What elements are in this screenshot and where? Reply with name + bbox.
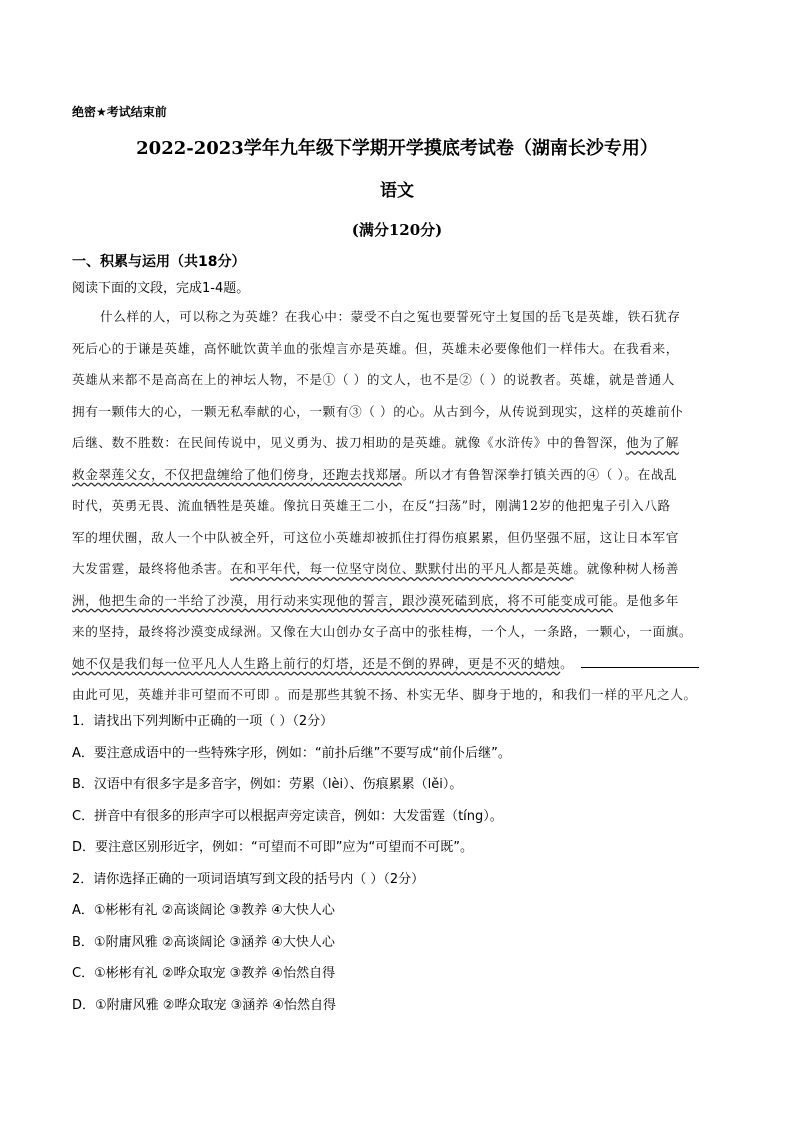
question-2-option-b: B．①附庸风雅 ②高谈阔论 ③涵养 ④大快人心 [72, 934, 335, 950]
passage-line: 军的埋伏圈，敌人一个中队被全歼，可这位小英雄却被抓住打得伤痕累累，但仍坚强不屈，这让日本军官 [72, 529, 679, 545]
passage-line: 大发雷霆，最终将他杀害。在和平年代，每一位坚守岗位、默默付出的平凡人都是英雄。就像种树人杨善 [72, 561, 679, 576]
question-2-option-c: C．①彬彬有礼 ②哗众取宠 ③教养 ④怡然自得 [72, 966, 336, 981]
passage-line: 后继、数不胜数：在民间传说中，见义勇为、拔刀相助的是英雄。就像《水浒传》中的鲁智深，他为了解 [72, 435, 679, 450]
subject-title: 语文 [380, 181, 414, 201]
question-1-stem: 1．请找出下列判断中正确的一项（ ）（2分） [72, 714, 334, 729]
reading-instruction: 阅读下面的文段，完成1-4题。 [72, 281, 250, 296]
passage-line: 洲，他把生命的一半给了沙漠，用行动来实现他的誓言，跟沙漠死磕到底，将不可能变成可能。是他多年 [72, 592, 679, 608]
answer-blank[interactable] [581, 653, 699, 668]
underlined-sentence: 在和平年代，每一位坚守岗位、默默付出的平凡人都是英雄 [230, 561, 574, 576]
passage-line: 由此可见，英雄并非可望而不可即 。而是那些其貌不扬、朴实无华、脚身于地的，和我们一样的平凡之人。 [72, 687, 697, 702]
passage-line: 时代，英勇无畏、流血牺牲是英雄。像抗日英雄王二小，在反“扫荡”时，刚满12岁的他把鬼子引入八路 [72, 498, 671, 513]
question-2-stem: 2．请你选择正确的一项词语填写到文段的括号内（ ）（2分） [72, 871, 425, 887]
passage-line: 什么样的人，可以称之为英雄？在我心中：蒙受不白之冤也要誓死守土复国的岳飞是英雄，铁石犹存 [100, 309, 681, 324]
passage-line: 死后心的于谦是英雄，高怀眦饮黄羊血的张煌言亦是英雄。但，英雄未必要像他们一样伟大。在我看来， [72, 340, 679, 356]
underlined-sentence: 他为了解 [626, 435, 679, 450]
reading-passage [72, 305, 724, 715]
question-1-option-b: B．汉语中有很多字是多音字，例如：劳累（lèi）、伤痕累累（lěi）。 [72, 777, 463, 792]
underlined-sentence: 洲，他把生命的一半给了沙漠，用行动来实现他的誓言，跟沙漠死磕到底，将不可能变成可能 [72, 592, 613, 608]
underlined-sentence: 她不仅是我们每一位平凡人人生路上前行的灯塔，还是不倒的界碑，更是不灭的蜡烛 [72, 655, 561, 671]
passage-line: 她不仅是我们每一位平凡人人生路上前行的灯塔，还是不倒的界碑，更是不灭的蜡烛。 [72, 652, 724, 684]
question-2-option-a: A．①彬彬有礼 ②高谈阔论 ③教养 ④大快人心 [72, 903, 335, 918]
question-list [72, 710, 724, 1025]
page-title: 2022-2023学年九年级下学期开学摸底考试卷（湖南长沙专用） [136, 138, 658, 159]
passage-line: 英雄从来都不是高高在上的神坛人物，不是①（ ）的文人，也不是②（ ）的说教者。英雄，就是普通人 [72, 372, 675, 387]
question-2-option-d: D．①附庸风雅 ②哗众取宠 ③涵养 ④怡然自得 [72, 997, 337, 1013]
section-heading: 一、积累与运用（共18分） [72, 254, 246, 270]
passage-line: 来的坚持，最终将沙漠变成绿洲。又像在大山创办女子高中的张桂梅，一个人，一条路，一颗心，一面旗。 [72, 624, 693, 639]
passage-line: 拥有一颗伟大的心，一颗无私奉献的心，一颗有③（ ）的心。从古到今，从传说到现实，这样的英雄前仆 [72, 403, 684, 419]
question-1-option-a: A．要注意成语中的一些特殊字形，例如：“前扑后继”不要写成“前仆后继”。 [72, 745, 511, 761]
underlined-sentence: 救金翠莲父女，不仅把盘缠给了他们傍身，还跑去找郑屠 [72, 466, 402, 482]
secret-label: 绝密★考试结束前 [72, 105, 167, 119]
question-1-option-c: C．拼音中有很多的形声字可以根据声旁定读音，例如：大发雷霆（tíng）。 [72, 808, 503, 824]
passage-line: 救金翠莲父女，不仅把盘缠给了他们傍身，还跑去找郑屠。所以才有鲁智深拳打镇关西的④（ ）。在战乱 [72, 466, 678, 482]
question-1-option-d: D．要注意区别形近字，例如：“可望而不可即”应为“可望而不可既”。 [72, 840, 473, 855]
total-score: (满分120分) [351, 221, 443, 239]
